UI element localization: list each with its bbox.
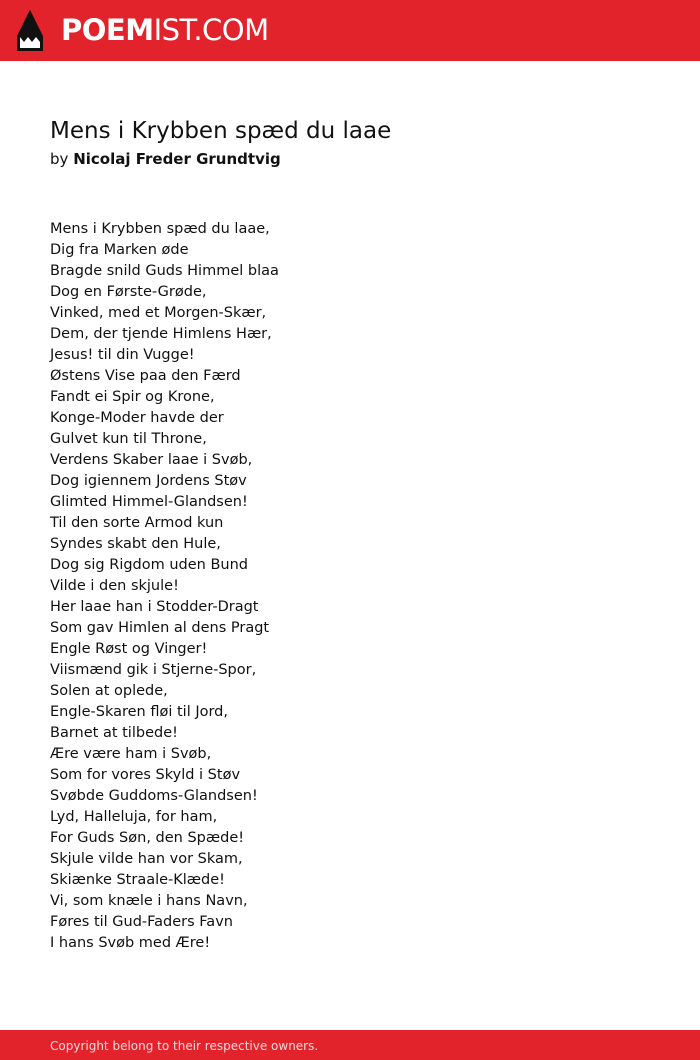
poem-line: Dem, der tjende Himlens Hær, — [50, 326, 272, 342]
poem-line: I hans Svøb med Ære! — [50, 935, 211, 951]
poem-line: Østens Vise paa den Færd — [50, 368, 241, 384]
poem-line: Bragde snild Guds Himmel blaa — [50, 263, 279, 279]
byline — [50, 149, 650, 170]
poem-line: Verdens Skaber laae i Svøb, — [50, 452, 253, 468]
poem-line: Gulvet kun til Throne, — [50, 431, 207, 447]
poem-line: Konge-Moder havde der — [50, 410, 224, 426]
poem-line: Glimted Himmel-Glandsen! — [50, 494, 248, 510]
poem-line: Barnet at tilbede! — [50, 725, 178, 741]
copyright-text: Copyright belong to their respective owners. — [50, 1039, 319, 1053]
site-logo[interactable] — [61, 12, 269, 48]
logo-bold-text: POEM — [61, 13, 154, 47]
poem-line: Solen at oplede, — [50, 683, 168, 699]
poem-line: Svøbde Guddoms-Glandsen! — [50, 788, 258, 804]
author-name: Nicolaj Freder Grundtvig — [73, 150, 281, 168]
poem-line: Vilde i den skjule! — [50, 578, 179, 594]
poem-line: Dog igiennem Jordens Støv — [50, 473, 247, 489]
poem-line: Skiænke Straale-Klæde! — [50, 872, 225, 888]
by-label: by — [50, 150, 69, 168]
poem-line: Ære være ham i Svøb, — [50, 746, 212, 762]
poem-line: Jesus! til din Vugge! — [50, 347, 195, 363]
poem-body — [50, 219, 650, 954]
pencil-tip-icon[interactable] — [17, 10, 43, 51]
poem-line: Dog en Første-Grøde, — [50, 284, 207, 300]
poem-line: Som gav Himlen al dens Pragt — [50, 620, 270, 636]
poem-line: Vinked, med et Morgen-Skær, — [50, 305, 267, 321]
poem-line: Fandt ei Spir og Krone, — [50, 389, 215, 405]
poem-line: Til den sorte Armod kun — [50, 515, 224, 531]
poem-line: Mens i Krybben spæd du laae, — [50, 221, 270, 237]
poem-line: For Guds Søn, den Spæde! — [50, 830, 245, 846]
poem-line: Syndes skabt den Hule, — [50, 536, 221, 552]
poem-line: Engle Røst og Vinger! — [50, 641, 208, 657]
poem-header — [50, 116, 650, 170]
poem-line: Dog sig Rigdom uden Bund — [50, 557, 249, 573]
poem-line: Som for vores Skyld i Støv — [50, 767, 241, 783]
poem-line: Føres til Gud-Faders Favn — [50, 914, 233, 930]
poem-line: Engle-Skaren fløi til Jord, — [50, 704, 228, 720]
poem-line: Her laae han i Stodder-Dragt — [50, 599, 259, 615]
header-bar — [0, 0, 700, 61]
poem-line: Vi, som knæle i hans Navn, — [50, 893, 248, 909]
poem-line: Skjule vilde han vor Skam, — [50, 851, 243, 867]
footer-bar — [0, 1030, 700, 1060]
poem-line: Dig fra Marken øde — [50, 242, 189, 258]
poem-line: Lyd, Halleluja, for ham, — [50, 809, 218, 825]
poem-title: Mens i Krybben spæd du laae — [50, 118, 392, 144]
logo-light-text: IST.COM — [153, 13, 269, 47]
poem-line: Viismænd gik i Stjerne-Spor, — [50, 662, 257, 678]
